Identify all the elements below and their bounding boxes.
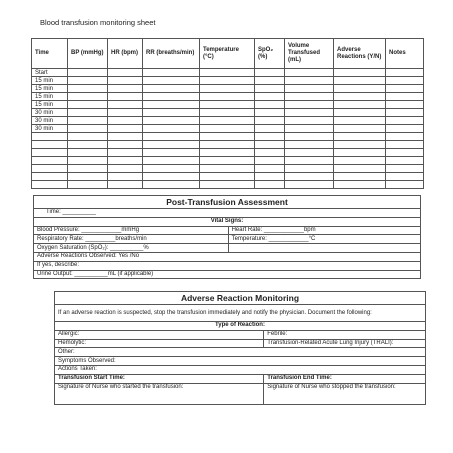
time-cell — [32, 133, 68, 141]
entry-cell[interactable] — [68, 117, 108, 125]
post-transfusion-assessment — [33, 195, 421, 279]
entry-cell[interactable] — [108, 141, 143, 149]
entry-cell[interactable] — [108, 109, 143, 117]
symptoms-field[interactable]: Symptoms Observed: — [55, 357, 426, 366]
entry-cell[interactable] — [108, 77, 143, 85]
adverse-monitoring-title: Adverse Reaction Monitoring — [55, 292, 426, 305]
time-cell — [32, 157, 68, 165]
entry-cell[interactable] — [285, 101, 334, 109]
table-row — [32, 77, 424, 85]
table-row — [32, 141, 424, 149]
table-row — [32, 165, 424, 173]
time-cell: 15 min — [32, 77, 68, 85]
trali-field[interactable]: Transfusion-Related Acute Lung Injury (TRALI): — [264, 339, 426, 348]
entry-cell[interactable] — [108, 133, 143, 141]
hemolytic-field[interactable]: Hemolytic: — [55, 339, 264, 348]
entry-cell[interactable] — [386, 181, 424, 189]
entry-cell[interactable] — [285, 77, 334, 85]
entry-cell[interactable] — [386, 85, 424, 93]
entry-cell[interactable] — [108, 101, 143, 109]
entry-cell[interactable] — [200, 117, 255, 125]
time-cell — [32, 141, 68, 149]
entry-cell[interactable] — [200, 157, 255, 165]
entry-cell[interactable] — [68, 101, 108, 109]
time-cell: Start — [32, 69, 68, 77]
entry-cell[interactable] — [68, 109, 108, 117]
entry-cell[interactable] — [334, 181, 386, 189]
entry-cell[interactable] — [386, 93, 424, 101]
entry-cell[interactable] — [334, 93, 386, 101]
entry-cell[interactable] — [255, 101, 285, 109]
entry-cell[interactable] — [285, 125, 334, 133]
entry-cell[interactable] — [200, 77, 255, 85]
time-field[interactable]: Time: __________ — [34, 209, 421, 218]
entry-cell[interactable] — [143, 149, 200, 157]
entry-cell[interactable] — [255, 85, 285, 93]
table-row — [32, 117, 424, 125]
entry-cell[interactable] — [143, 109, 200, 117]
time-cell: 30 min — [32, 125, 68, 133]
entry-cell[interactable] — [68, 141, 108, 149]
entry-cell[interactable] — [334, 77, 386, 85]
entry-cell[interactable] — [255, 133, 285, 141]
entry-cell[interactable] — [68, 133, 108, 141]
entry-cell[interactable] — [285, 181, 334, 189]
entry-cell[interactable] — [255, 173, 285, 181]
entry-cell[interactable] — [285, 133, 334, 141]
entry-cell[interactable] — [68, 157, 108, 165]
entry-cell[interactable] — [143, 85, 200, 93]
entry-cell[interactable] — [108, 125, 143, 133]
table-header-row — [32, 39, 424, 69]
entry-cell[interactable] — [143, 141, 200, 149]
entry-cell[interactable] — [334, 117, 386, 125]
entry-cell[interactable] — [386, 117, 424, 125]
vital-signs-label: Vital Signs: — [34, 217, 421, 226]
allergic-field[interactable]: Allergic: — [55, 330, 264, 339]
entry-cell[interactable] — [255, 125, 285, 133]
entry-cell[interactable] — [108, 181, 143, 189]
entry-cell[interactable] — [255, 117, 285, 125]
time-cell — [32, 149, 68, 157]
entry-cell[interactable] — [108, 149, 143, 157]
entry-cell[interactable] — [334, 173, 386, 181]
entry-cell[interactable] — [143, 125, 200, 133]
entry-cell[interactable] — [200, 133, 255, 141]
entry-cell[interactable] — [143, 101, 200, 109]
entry-cell[interactable] — [285, 85, 334, 93]
entry-cell[interactable] — [68, 149, 108, 157]
entry-cell[interactable] — [68, 69, 108, 77]
entry-cell[interactable] — [386, 157, 424, 165]
time-cell: 30 min — [32, 109, 68, 117]
entry-cell[interactable] — [285, 149, 334, 157]
entry-cell[interactable] — [68, 85, 108, 93]
entry-cell[interactable] — [386, 101, 424, 109]
other-field[interactable]: Other: — [55, 348, 426, 357]
entry-cell[interactable] — [143, 117, 200, 125]
entry-cell[interactable] — [143, 157, 200, 165]
entry-cell[interactable] — [334, 157, 386, 165]
entry-cell[interactable] — [255, 157, 285, 165]
entry-cell[interactable] — [68, 181, 108, 189]
respiratory-rate-field[interactable]: Respiratory Rate: _________breaths/min — [34, 235, 229, 244]
entry-cell[interactable] — [255, 69, 285, 77]
entry-cell[interactable] — [108, 85, 143, 93]
entry-cell[interactable] — [386, 77, 424, 85]
entry-cell[interactable] — [200, 85, 255, 93]
blood-pressure-field[interactable]: Blood Pressure: ____________mmHg — [34, 226, 229, 235]
entry-cell[interactable] — [68, 125, 108, 133]
document-title: Blood transfusion monitoring sheet — [40, 18, 156, 27]
entry-cell[interactable] — [68, 93, 108, 101]
entry-cell[interactable] — [255, 93, 285, 101]
stop-signature-field[interactable]: Signature of Nurse who stopped the transfusion: — [264, 383, 426, 404]
time-cell — [32, 173, 68, 181]
entry-cell[interactable] — [200, 125, 255, 133]
entry-cell[interactable] — [68, 165, 108, 173]
entry-cell[interactable] — [285, 93, 334, 101]
post-assessment-title: Post-Transfusion Assessment — [34, 196, 421, 209]
entry-cell[interactable] — [200, 109, 255, 117]
table-row — [32, 157, 424, 165]
entry-cell[interactable] — [200, 165, 255, 173]
column-header: SpO₂ (%) — [255, 39, 285, 69]
entry-cell[interactable] — [386, 133, 424, 141]
entry-cell[interactable] — [68, 173, 108, 181]
febrile-field[interactable]: Febrile: — [264, 330, 426, 339]
entry-cell[interactable] — [255, 181, 285, 189]
reaction-type-label: Type of Reaction: — [55, 322, 426, 331]
time-cell: 15 min — [32, 85, 68, 93]
entry-cell[interactable] — [143, 69, 200, 77]
table-row — [32, 173, 424, 181]
entry-cell[interactable] — [200, 69, 255, 77]
entry-cell[interactable] — [386, 69, 424, 77]
describe-field[interactable]: If yes, describe: — [34, 261, 421, 270]
entry-cell[interactable] — [108, 173, 143, 181]
entry-cell[interactable] — [386, 109, 424, 117]
column-header: Adverse Reactions (Y/N) — [334, 39, 386, 69]
entry-cell[interactable] — [334, 149, 386, 157]
entry-cell[interactable] — [200, 101, 255, 109]
entry-cell[interactable] — [143, 133, 200, 141]
entry-cell[interactable] — [285, 157, 334, 165]
entry-cell[interactable] — [334, 69, 386, 77]
column-header: Volume Transfused (mL) — [285, 39, 334, 69]
urine-output-field[interactable]: Urine Output: __________mL (if applicable) — [34, 270, 421, 279]
entry-cell[interactable] — [200, 181, 255, 189]
column-header: BP (mmHg) — [68, 39, 108, 69]
entry-cell[interactable] — [285, 165, 334, 173]
entry-cell[interactable] — [255, 165, 285, 173]
actions-field[interactable]: Actions Taken: — [55, 365, 426, 374]
entry-cell[interactable] — [143, 181, 200, 189]
entry-cell[interactable] — [255, 109, 285, 117]
entry-cell[interactable] — [285, 69, 334, 77]
entry-cell[interactable] — [143, 93, 200, 101]
entry-cell[interactable] — [386, 141, 424, 149]
entry-cell[interactable] — [143, 165, 200, 173]
table-row — [32, 109, 424, 117]
entry-cell[interactable] — [200, 149, 255, 157]
entry-cell[interactable] — [200, 141, 255, 149]
time-cell — [32, 165, 68, 173]
entry-cell[interactable] — [108, 157, 143, 165]
entry-cell[interactable] — [108, 69, 143, 77]
table-row — [32, 85, 424, 93]
entry-cell[interactable] — [334, 85, 386, 93]
time-cell: 15 min — [32, 101, 68, 109]
entry-cell[interactable] — [200, 93, 255, 101]
entry-cell[interactable] — [334, 141, 386, 149]
entry-cell[interactable] — [255, 149, 285, 157]
entry-cell[interactable] — [143, 77, 200, 85]
entry-cell[interactable] — [285, 173, 334, 181]
column-header: Notes — [386, 39, 424, 69]
column-header: HR (bpm) — [108, 39, 143, 69]
entry-cell[interactable] — [255, 141, 285, 149]
instruction-text: If an adverse reaction is suspected, stop the transfusion immediately and notify the physician. Document the following: — [55, 305, 426, 322]
entry-cell[interactable] — [334, 109, 386, 117]
table-row — [32, 181, 424, 189]
column-header: RR (breaths/min) — [143, 39, 200, 69]
table-row — [32, 101, 424, 109]
entry-cell[interactable] — [108, 117, 143, 125]
oxygen-saturation-field[interactable]: Oxygen Saturation (SpO₂): __________% — [34, 244, 229, 253]
time-cell — [32, 181, 68, 189]
entry-cell[interactable] — [334, 133, 386, 141]
entry-cell[interactable] — [108, 165, 143, 173]
entry-cell[interactable] — [386, 125, 424, 133]
entry-cell[interactable] — [285, 141, 334, 149]
entry-cell[interactable] — [386, 173, 424, 181]
entry-cell[interactable] — [285, 109, 334, 117]
entry-cell[interactable] — [386, 149, 424, 157]
time-cell: 30 min — [32, 117, 68, 125]
table-row — [32, 133, 424, 141]
column-header: Time — [32, 39, 68, 69]
start-time-field[interactable]: Transfusion Start Time: — [55, 374, 264, 383]
entry-cell[interactable] — [285, 117, 334, 125]
entry-cell[interactable] — [143, 173, 200, 181]
adverse-reactions-field[interactable]: Adverse Reactions Observed: Yes /No — [34, 252, 421, 261]
entry-cell[interactable] — [386, 165, 424, 173]
entry-cell[interactable] — [108, 93, 143, 101]
time-cell: 15 min — [32, 93, 68, 101]
entry-cell[interactable] — [68, 77, 108, 85]
monitoring-table — [31, 38, 424, 189]
table-row — [32, 125, 424, 133]
entry-cell[interactable] — [255, 77, 285, 85]
table-row — [32, 149, 424, 157]
adverse-reaction-monitoring — [54, 291, 426, 405]
entry-cell[interactable] — [200, 173, 255, 181]
table-row — [32, 69, 424, 77]
empty-cell — [228, 244, 420, 253]
temperature-field[interactable]: Temperature: ____________°C — [228, 235, 420, 244]
end-time-field[interactable]: Transfusion End Time: — [264, 374, 426, 383]
entry-cell[interactable] — [334, 125, 386, 133]
start-signature-field[interactable]: Signature of Nurse who started the transfusion: — [55, 383, 264, 404]
column-header: Temperature (°C) — [200, 39, 255, 69]
heart-rate-field[interactable]: Heart Rate: ____________bpm — [228, 226, 420, 235]
entry-cell[interactable] — [334, 165, 386, 173]
entry-cell[interactable] — [334, 101, 386, 109]
table-row — [32, 93, 424, 101]
